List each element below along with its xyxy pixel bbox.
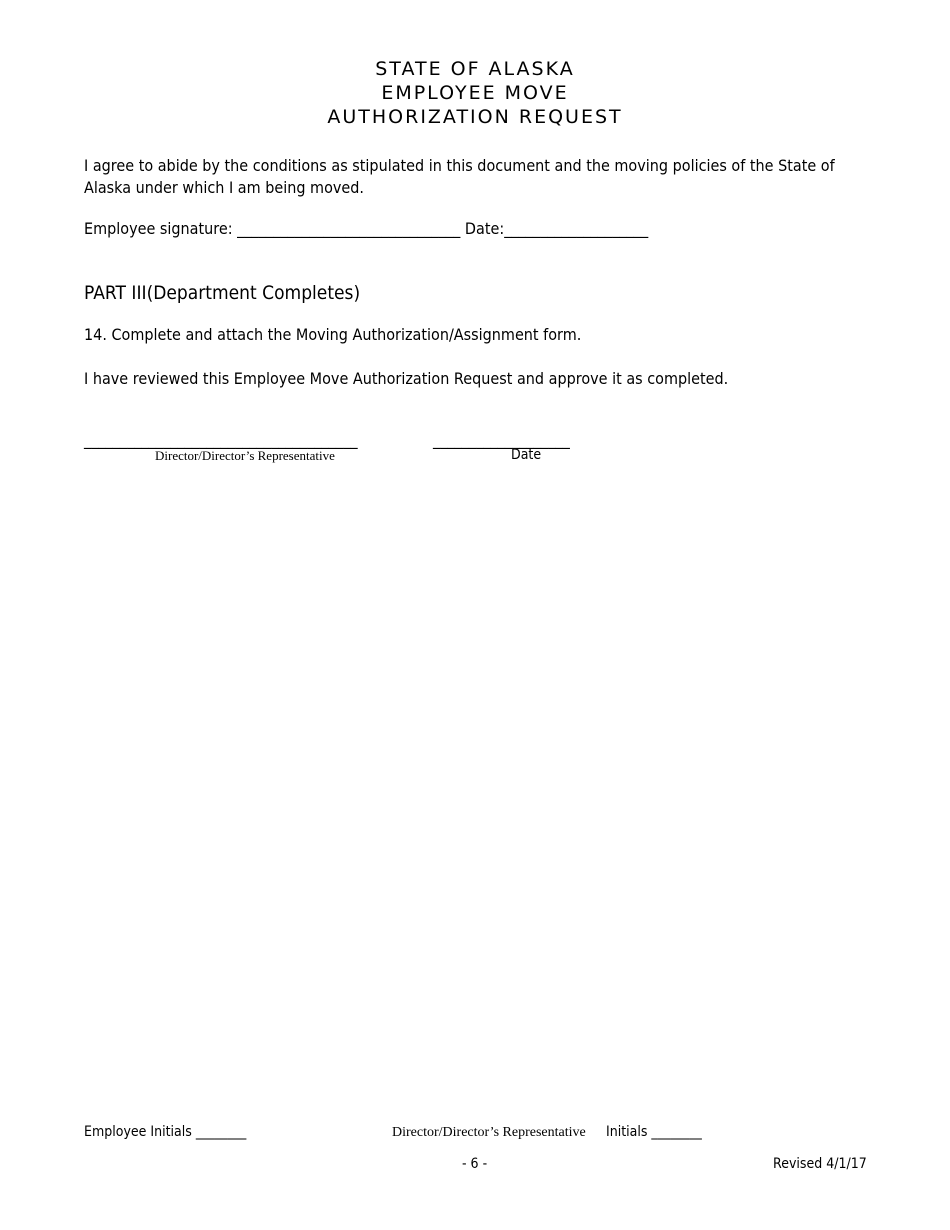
revised-date: Revised 4/1/17: [773, 1156, 867, 1172]
part-iii-heading: PART III(Department Completes): [84, 282, 361, 304]
page-number: - 6 -: [462, 1156, 488, 1172]
director-date-line[interactable]: ___________________: [433, 430, 570, 449]
director-initials-label: Director/Director’s Representative: [392, 1125, 586, 1140]
employee-initials-field[interactable]: Employee Initials ________: [84, 1124, 247, 1140]
item-14: 14. Complete and attach the Moving Authorization/Assignment form.: [84, 325, 582, 344]
title-line-2: EMPLOYEE MOVE: [381, 82, 569, 104]
title-line-3: AUTHORIZATION REQUEST: [327, 106, 623, 128]
agreement-text-line-2: Alaska under which I am being moved.: [84, 178, 364, 197]
title-line-1: STATE OF ALASKA: [375, 58, 575, 80]
director-signature-line[interactable]: ______________________________________: [84, 430, 358, 449]
review-statement: I have reviewed this Employee Move Authorization Request and approve it as completed.: [84, 369, 729, 388]
director-caption: Director/Director’s Representative: [155, 448, 335, 463]
agreement-text-line-1: I agree to abide by the conditions as stipulated in this document and the moving policies of the State of: [84, 156, 835, 175]
date-caption: Date: [511, 447, 542, 463]
director-initials-field[interactable]: Initials ________: [606, 1124, 702, 1140]
employee-signature-field[interactable]: Employee signature: _______________________________ Date:____________________: [84, 219, 649, 238]
